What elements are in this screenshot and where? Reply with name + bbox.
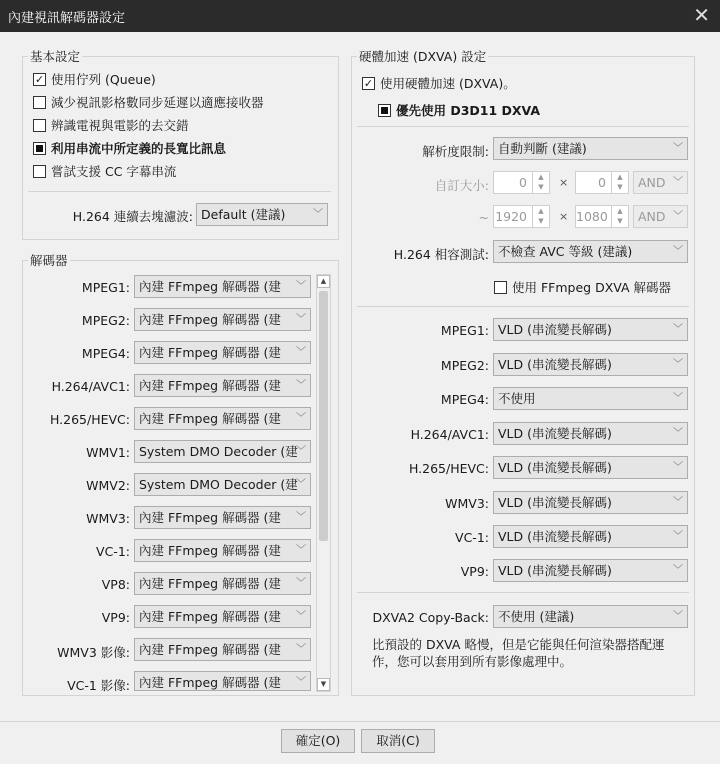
hw-value: VLD (串流變長解碼)	[498, 563, 612, 578]
hw-label: MPEG4:	[440, 392, 489, 407]
chevron-down-icon: ﹀	[296, 644, 306, 655]
deblock-label: H.264 連續去塊濾波:	[72, 209, 193, 224]
decoder-label: WMV1:	[86, 445, 130, 460]
chevron-down-icon: ﹀	[673, 497, 683, 508]
chevron-down-icon: ﹀	[673, 462, 683, 473]
decoder-label: H.265/HEVC:	[49, 412, 130, 427]
ffmpeg-dxva-checkbox[interactable]	[494, 278, 671, 296]
chevron-down-icon: ﹀	[673, 611, 683, 622]
scroll-thumb[interactable]	[319, 291, 328, 541]
hw-divider-2	[357, 306, 689, 307]
use-queue-label: 使用佇列 (Queue)	[51, 72, 156, 87]
title-bar	[0, 0, 720, 32]
hw-accel-title: 硬體加速 (DXVA) 設定	[359, 49, 487, 64]
chevron-down-icon: ﹀	[673, 565, 683, 576]
hw-select[interactable]	[493, 353, 688, 376]
hw-select[interactable]	[493, 318, 688, 341]
chevron-down-icon: ﹀	[296, 611, 306, 622]
decoder-select[interactable]	[134, 671, 311, 691]
checkbox-icon: ✓	[363, 76, 374, 90]
cc-subtitle-checkbox[interactable]	[33, 162, 176, 180]
chevron-down-icon: ﹀	[296, 512, 306, 523]
prefer-d3d11-label: 優先使用 D3D11 DXVA	[396, 103, 541, 118]
decoder-label: VC-1:	[96, 544, 130, 559]
hw-value: VLD (串流變長解碼)	[498, 426, 612, 441]
use-dxva-checkbox[interactable]	[362, 74, 516, 92]
decoder-label: VP9:	[101, 610, 130, 625]
checkbox-icon	[33, 119, 46, 132]
decoder-value: 內建 FFmpeg 解碼器 (建	[139, 576, 281, 591]
basic-divider	[28, 191, 331, 192]
chevron-down-icon: ﹀	[673, 393, 683, 404]
chevron-down-icon: ﹀	[673, 177, 683, 188]
checkbox-icon	[33, 96, 46, 109]
chevron-down-icon: ﹀	[296, 578, 306, 589]
copyback-select[interactable]	[493, 605, 688, 628]
prefer-d3d11-checkbox[interactable]	[378, 101, 540, 119]
decoder-label: WMV2:	[86, 478, 130, 493]
decoder-select[interactable]	[134, 374, 311, 397]
and-value-1: AND	[638, 175, 666, 190]
copyback-value: 不使用 (建議)	[498, 609, 575, 624]
hw-value: VLD (串流變長解碼)	[498, 495, 612, 510]
ok-button[interactable]: 確定(O)	[281, 729, 355, 753]
decoder-value: 內建 FFmpeg 解碼器 (建	[139, 675, 281, 690]
compat-test-label: H.264 相容測試:	[393, 247, 489, 262]
reduce-frame-delay-label: 減少視訊影格數同步延遲以適應接收器	[51, 95, 264, 110]
hw-label: VC-1:	[455, 530, 489, 545]
use-queue-checkbox[interactable]	[33, 70, 156, 88]
checkbox-icon	[494, 281, 507, 294]
reduce-frame-delay-checkbox[interactable]	[33, 93, 264, 111]
decoders-title: 解碼器	[30, 253, 68, 268]
spinner-arrows-icon[interactable]: ▲ ▼	[532, 172, 549, 193]
window-title: 內建視訊解碼器設定	[8, 11, 126, 26]
decoder-select[interactable]	[134, 572, 311, 595]
cancel-button[interactable]: 取消(C)	[361, 729, 435, 753]
decoder-select[interactable]	[134, 605, 311, 628]
decoder-select[interactable]	[134, 473, 311, 496]
scroll-down-icon[interactable]: ▼	[317, 678, 330, 691]
resolution-value: 自動判斷 (建議)	[498, 141, 587, 156]
decoder-label: H.264/AVC1:	[51, 379, 130, 394]
max-width-value: 1920	[495, 209, 527, 224]
chevron-down-icon: ﹀	[673, 359, 683, 370]
decoder-value: 內建 FFmpeg 解碼器 (建	[139, 543, 281, 558]
chevron-down-icon: ﹀	[673, 428, 683, 439]
hw-label: H.265/HEVC:	[408, 461, 489, 476]
decoder-value: 內建 FFmpeg 解碼器 (建	[139, 510, 281, 525]
chevron-down-icon: ﹀	[673, 246, 683, 257]
use-stream-aspect-label: 利用串流中所定義的長寬比訊息	[51, 141, 227, 156]
max-height-value: 1080	[576, 209, 608, 224]
compat-test-value: 不檢查 AVC 等級 (建議)	[498, 244, 633, 259]
chevron-down-icon: ﹀	[296, 281, 306, 292]
checkbox-indeterminate-icon	[378, 104, 391, 117]
hw-value: VLD (串流變長解碼)	[498, 460, 612, 475]
hw-select[interactable]	[493, 525, 688, 548]
times-sign: ×	[559, 210, 569, 223]
chevron-down-icon: ﹀	[296, 479, 306, 490]
decoder-select[interactable]	[134, 440, 311, 463]
times-sign: ×	[559, 176, 569, 189]
spinner-arrows-icon[interactable]: ▲ ▼	[611, 206, 628, 227]
decoder-value: 內建 FFmpeg 解碼器 (建	[139, 609, 281, 624]
basic-settings-title: 基本設定	[30, 49, 81, 64]
decoder-value: 內建 FFmpeg 解碼器 (建	[139, 411, 281, 426]
decoder-select[interactable]	[134, 506, 311, 529]
hw-select[interactable]	[493, 456, 688, 479]
resolution-label: 解析度限制:	[422, 144, 489, 159]
hw-label: H.264/AVC1:	[410, 427, 489, 442]
hw-select[interactable]	[493, 559, 688, 582]
custom-width-spinner[interactable]	[493, 171, 550, 194]
decoder-select[interactable]	[134, 275, 311, 298]
decoder-value: 內建 FFmpeg 解碼器 (建	[139, 378, 281, 393]
decoder-value: System DMO Decoder (建	[139, 444, 298, 459]
close-icon[interactable]: ✕	[693, 3, 710, 27]
chevron-down-icon: ﹀	[313, 209, 323, 220]
detect-deinterlace-checkbox[interactable]	[33, 116, 189, 134]
chevron-down-icon: ﹀	[296, 347, 306, 358]
compat-test-select[interactable]	[493, 240, 688, 263]
deblock-select[interactable]	[196, 203, 328, 226]
chevron-down-icon: ﹀	[673, 531, 683, 542]
chevron-down-icon: ﹀	[296, 413, 306, 424]
hw-value: VLD (串流變長解碼)	[498, 322, 612, 337]
custom-width-value: 0	[519, 175, 527, 190]
decoder-value: 內建 FFmpeg 解碼器 (建	[139, 642, 281, 657]
decoder-select[interactable]	[134, 638, 311, 661]
custom-height-spinner[interactable]	[575, 171, 629, 194]
hw-divider-1	[357, 126, 689, 127]
max-height-spinner[interactable]	[575, 205, 629, 228]
decoder-label: MPEG1:	[81, 280, 130, 295]
and-value-2: AND	[638, 209, 666, 224]
use-stream-aspect-checkbox[interactable]	[33, 139, 226, 157]
chevron-down-icon: ﹀	[296, 677, 306, 688]
custom-size-label: 自訂大小:	[434, 178, 489, 193]
cc-subtitle-label: 嘗試支援 CC 字幕串流	[51, 164, 177, 179]
and-select-2[interactable]	[633, 205, 688, 228]
decoder-label: VP8:	[101, 577, 130, 592]
copyback-label: DXVA2 Copy-Back:	[372, 610, 489, 625]
and-select-1[interactable]	[633, 171, 688, 194]
decoder-label: MPEG2:	[81, 313, 130, 328]
hw-divider-3	[357, 592, 689, 593]
checkbox-icon: ✓	[34, 72, 45, 86]
spinner-arrows-icon[interactable]: ▲ ▼	[611, 172, 628, 193]
decoder-label: WMV3 影像:	[57, 645, 130, 660]
max-width-spinner[interactable]	[493, 205, 550, 228]
ffmpeg-dxva-label: 使用 FFmpeg DXVA 解碼器	[512, 280, 672, 295]
chevron-down-icon: ﹀	[296, 314, 306, 325]
hw-value: 不使用	[498, 391, 536, 406]
hw-label: VP9:	[460, 564, 489, 579]
hw-value: VLD (串流變長解碼)	[498, 357, 612, 372]
copyback-description: 比預設的 DXVA 略慢，但是它能與任何渲染器搭配運作，您可以套用到所有影像處理中。	[372, 637, 665, 669]
decoders-scrollbar[interactable]	[316, 274, 331, 692]
chevron-down-icon: ﹀	[296, 380, 306, 391]
hw-label: MPEG2:	[440, 358, 489, 373]
decoder-value: 內建 FFmpeg 解碼器 (建	[139, 279, 281, 294]
hw-select[interactable]	[493, 422, 688, 445]
deblock-value: Default (建議)	[201, 207, 286, 222]
custom-height-value: 0	[598, 175, 606, 190]
detect-deinterlace-label: 辨識電視與電影的去交錯	[51, 118, 189, 133]
scroll-up-icon[interactable]: ▲	[317, 275, 330, 288]
resolution-select[interactable]	[493, 137, 688, 160]
checkbox-indeterminate-icon	[33, 142, 46, 155]
hw-label: WMV3:	[445, 496, 489, 511]
hw-label: MPEG1:	[440, 323, 489, 338]
decoder-value: 內建 FFmpeg 解碼器 (建	[139, 345, 281, 360]
decoder-label: WMV3:	[86, 511, 130, 526]
use-dxva-label: 使用硬體加速 (DXVA)。	[380, 76, 516, 91]
chevron-down-icon: ﹀	[296, 446, 306, 457]
chevron-down-icon: ﹀	[296, 545, 306, 556]
footer-bar	[0, 721, 720, 764]
hw-select[interactable]	[493, 491, 688, 514]
chevron-down-icon: ﹀	[673, 143, 683, 154]
decoder-value: 內建 FFmpeg 解碼器 (建	[139, 312, 281, 327]
hw-select[interactable]	[493, 387, 688, 410]
tilde-label: ~	[478, 210, 489, 225]
decoder-label: MPEG4:	[81, 346, 130, 361]
decoder-label: VC-1 影像:	[67, 678, 130, 693]
checkbox-icon	[33, 165, 46, 178]
decoder-select[interactable]	[134, 407, 311, 430]
chevron-down-icon: ﹀	[673, 211, 683, 222]
hw-value: VLD (串流變長解碼)	[498, 529, 612, 544]
decoder-select[interactable]	[134, 341, 311, 364]
spinner-arrows-icon[interactable]: ▲ ▼	[532, 206, 549, 227]
decoder-select[interactable]	[134, 539, 311, 562]
chevron-down-icon: ﹀	[673, 324, 683, 335]
decoder-value: System DMO Decoder (建	[139, 477, 298, 492]
decoder-select[interactable]	[134, 308, 311, 331]
